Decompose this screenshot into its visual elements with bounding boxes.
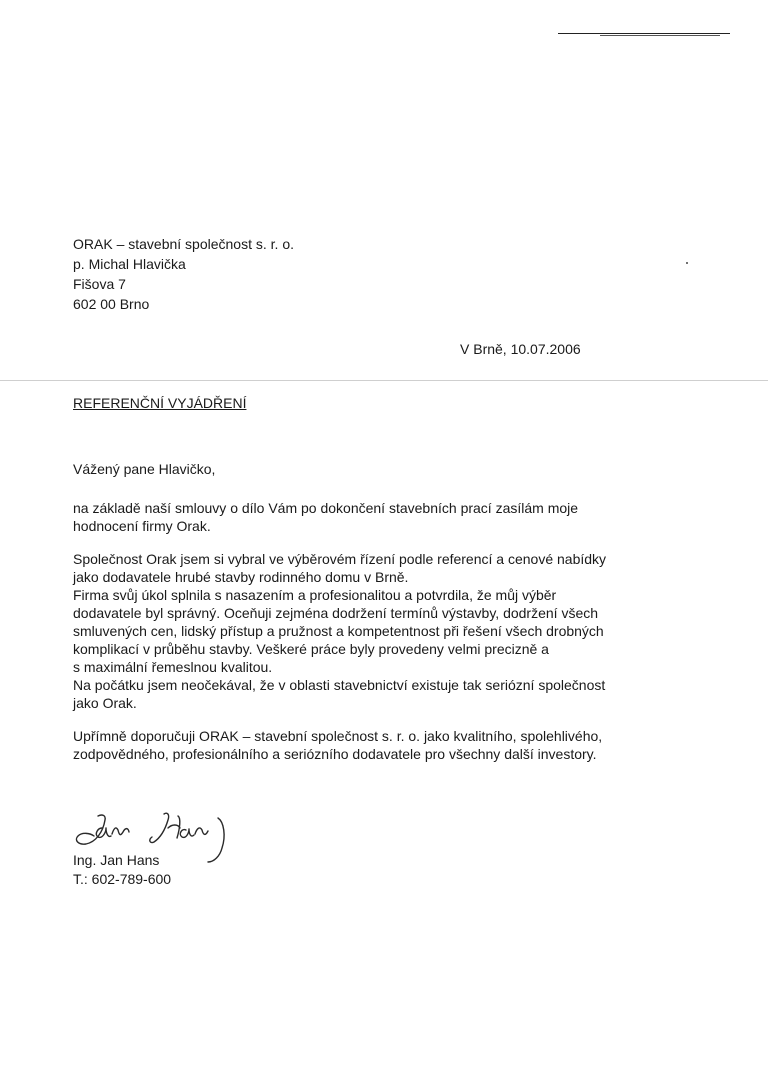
text-line: smluvených cen, lidský přístup a pružnost a kompetentnost při řešení všech drobných <box>73 623 604 639</box>
text-line: dodavatele byl správný. Oceňuji zejména dodržení termínů výstavby, dodržení všech <box>73 605 599 621</box>
text-line: zodpovědného, profesionálního a seriózního dodavatele pro všechny další investory. <box>73 746 597 762</box>
text-line: komplikací v průběhu stavby. Veškeré práce byly provedeny velmi precizně a <box>73 641 549 657</box>
paragraph-body <box>73 550 606 712</box>
greeting: Vážený pane Hlavičko, <box>73 461 216 477</box>
text-line: Na počátku jsem neočekával, že v oblasti stavebnictví existuje tak seriózní společnost <box>73 677 606 693</box>
letter-subject: REFERENČNÍ VYJÁDŘENÍ <box>73 395 247 411</box>
recipient-city: 602 00 Brno <box>73 296 150 312</box>
scan-speck <box>686 262 688 264</box>
signer-phone: T.: 602-789-600 <box>73 871 172 887</box>
recipient-street: Fišova 7 <box>73 276 126 292</box>
text-line: Společnost Orak jsem si vybral ve výběrovém řízení podle referencí a cenové nabídky <box>73 551 607 567</box>
scan-mark-line <box>558 33 730 34</box>
recipient-person: p. Michal Hlavička <box>73 256 186 272</box>
signer-block <box>73 851 171 889</box>
text-line: jako dodavatele hrubé stavby rodinného domu v Brně. <box>73 569 409 585</box>
scan-mark-line <box>600 35 720 36</box>
text-line: jako Orak. <box>73 695 137 711</box>
text-line: s maximální řemeslnou kvalitou. <box>73 659 273 675</box>
paragraph-recommendation <box>73 727 602 763</box>
signer-name: Ing. Jan Hans <box>73 852 160 868</box>
recipient-address <box>73 234 294 314</box>
page-fold-line <box>0 380 768 381</box>
text-line: na základě naší smlouvy o dílo Vám po dokončení stavebních prací zasílám moje <box>73 500 579 516</box>
date-line: V Brně, 10.07.2006 <box>460 341 581 357</box>
text-line: Upřímně doporučuji ORAK – stavební společnost s. r. o. jako kvalitního, spolehlivého, <box>73 728 603 744</box>
paragraph-intro <box>73 499 578 535</box>
text-line: hodnocení firmy Orak. <box>73 518 211 534</box>
recipient-company: ORAK – stavební společnost s. r. o. <box>73 236 294 252</box>
text-line: Firma svůj úkol splnila s nasazením a profesionalitou a potvrdila, že můj výběr <box>73 587 557 603</box>
